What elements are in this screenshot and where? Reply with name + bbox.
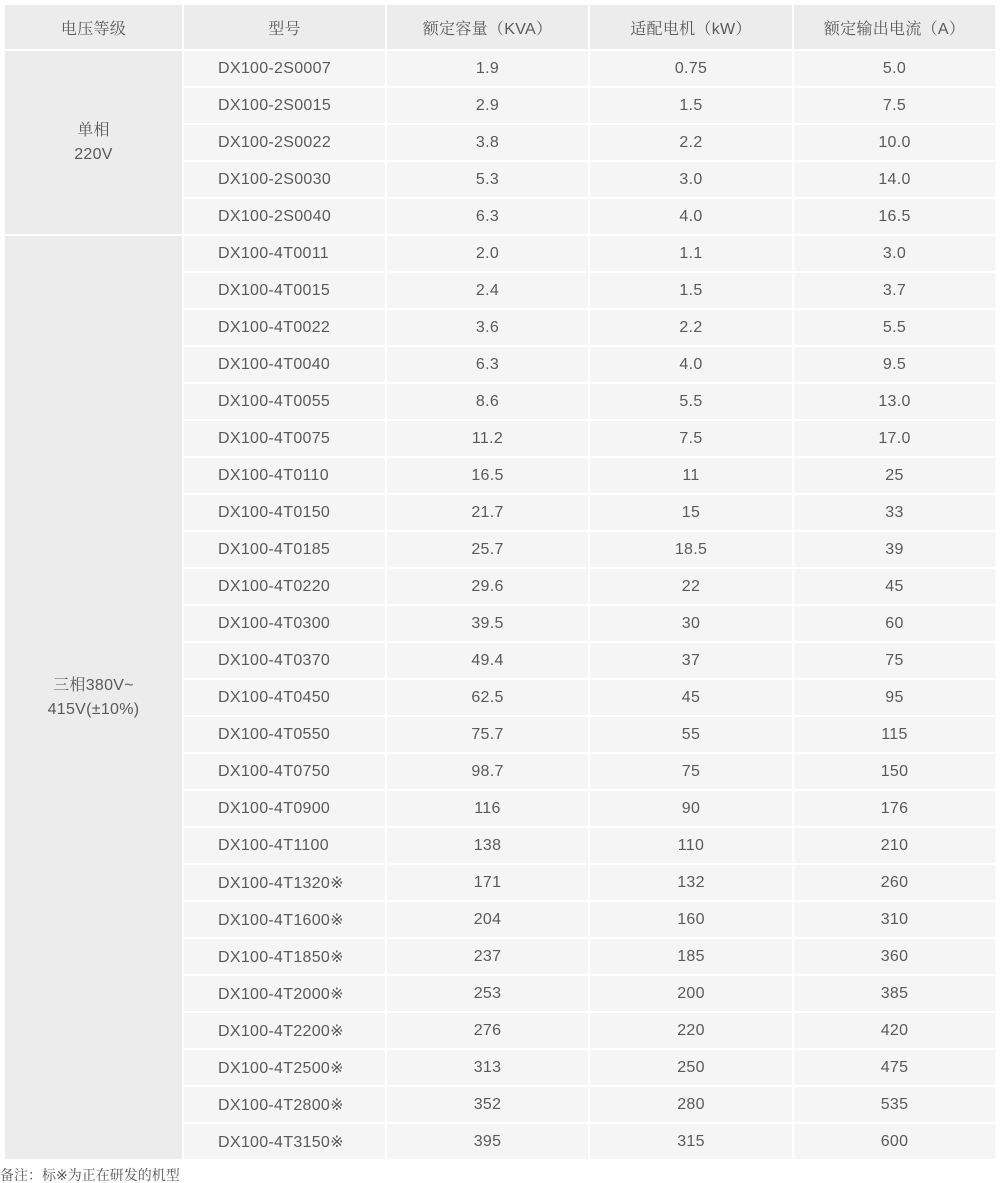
motor-cell: 55 <box>590 717 792 752</box>
capacity-cell: 25.7 <box>387 532 588 567</box>
capacity-cell: 313 <box>387 1050 588 1085</box>
motor-cell: 4.0 <box>590 347 792 382</box>
model-cell: DX100-2S0015 <box>184 88 385 123</box>
motor-cell: 30 <box>590 606 792 641</box>
motor-cell: 1.5 <box>590 88 792 123</box>
motor-cell: 18.5 <box>590 532 792 567</box>
capacity-cell: 21.7 <box>387 495 588 530</box>
motor-cell: 4.0 <box>590 199 792 234</box>
current-cell: 260 <box>794 865 995 900</box>
capacity-cell: 2.4 <box>387 273 588 308</box>
capacity-cell: 62.5 <box>387 680 588 715</box>
current-cell: 75 <box>794 643 995 678</box>
model-cell: DX100-4T0110 <box>184 458 385 493</box>
motor-cell: 37 <box>590 643 792 678</box>
current-cell: 14.0 <box>794 162 995 197</box>
capacity-cell: 276 <box>387 1013 588 1048</box>
model-cell: DX100-2S0022 <box>184 125 385 160</box>
motor-cell: 5.5 <box>590 384 792 419</box>
model-cell: DX100-4T0015 <box>184 273 385 308</box>
capacity-cell: 1.9 <box>387 51 588 86</box>
capacity-cell: 8.6 <box>387 384 588 419</box>
capacity-cell: 116 <box>387 791 588 826</box>
capacity-cell: 29.6 <box>387 569 588 604</box>
table-row <box>5 51 995 86</box>
motor-cell: 7.5 <box>590 421 792 456</box>
current-cell: 7.5 <box>794 88 995 123</box>
model-cell: DX100-2S0040 <box>184 199 385 234</box>
motor-cell: 200 <box>590 976 792 1011</box>
model-cell: DX100-4T0185 <box>184 532 385 567</box>
current-cell: 535 <box>794 1087 995 1122</box>
model-cell: DX100-4T0022 <box>184 310 385 345</box>
model-cell: DX100-4T1100 <box>184 828 385 863</box>
capacity-cell: 6.3 <box>387 199 588 234</box>
capacity-cell: 98.7 <box>387 754 588 789</box>
table-row <box>5 236 995 271</box>
current-cell: 475 <box>794 1050 995 1085</box>
model-cell: DX100-4T0370 <box>184 643 385 678</box>
model-cell: DX100-4T0300 <box>184 606 385 641</box>
motor-cell: 1.1 <box>590 236 792 271</box>
model-cell: DX100-2S0030 <box>184 162 385 197</box>
model-cell: DX100-4T3150※ <box>184 1124 385 1159</box>
current-cell: 115 <box>794 717 995 752</box>
header-row <box>5 5 995 49</box>
model-cell: DX100-4T0900 <box>184 791 385 826</box>
voltage-group-cell <box>5 51 182 234</box>
current-cell: 210 <box>794 828 995 863</box>
current-cell: 60 <box>794 606 995 641</box>
capacity-cell: 3.8 <box>387 125 588 160</box>
current-cell: 9.5 <box>794 347 995 382</box>
capacity-cell: 16.5 <box>387 458 588 493</box>
model-cell: DX100-4T0450 <box>184 680 385 715</box>
voltage-group-label: 三相380V~ <box>53 676 134 694</box>
capacity-cell: 395 <box>387 1124 588 1159</box>
current-cell: 420 <box>794 1013 995 1048</box>
motor-cell: 220 <box>590 1013 792 1048</box>
model-cell: DX100-4T1320※ <box>184 865 385 900</box>
current-cell: 176 <box>794 791 995 826</box>
capacity-cell: 75.7 <box>387 717 588 752</box>
capacity-cell: 2.0 <box>387 236 588 271</box>
table-header <box>5 5 995 49</box>
motor-cell: 22 <box>590 569 792 604</box>
current-cell: 385 <box>794 976 995 1011</box>
motor-cell: 0.75 <box>590 51 792 86</box>
motor-cell: 2.2 <box>590 125 792 160</box>
model-cell: DX100-4T0040 <box>184 347 385 382</box>
motor-cell: 250 <box>590 1050 792 1085</box>
header-motor: 适配电机（kW） <box>590 5 792 49</box>
current-cell: 600 <box>794 1124 995 1159</box>
current-cell: 310 <box>794 902 995 937</box>
motor-cell: 1.5 <box>590 273 792 308</box>
model-cell: DX100-2S0007 <box>184 51 385 86</box>
capacity-cell: 138 <box>387 828 588 863</box>
current-cell: 13.0 <box>794 384 995 419</box>
model-cell: DX100-4T0220 <box>184 569 385 604</box>
model-cell: DX100-4T0075 <box>184 421 385 456</box>
motor-cell: 160 <box>590 902 792 937</box>
voltage-group-label: 415V(±10%) <box>47 700 140 718</box>
model-cell: DX100-4T0550 <box>184 717 385 752</box>
current-cell: 360 <box>794 939 995 974</box>
current-cell: 17.0 <box>794 421 995 456</box>
current-cell: 25 <box>794 458 995 493</box>
capacity-cell: 352 <box>387 1087 588 1122</box>
current-cell: 33 <box>794 495 995 530</box>
current-cell: 150 <box>794 754 995 789</box>
current-cell: 3.0 <box>794 236 995 271</box>
current-cell: 16.5 <box>794 199 995 234</box>
model-cell: DX100-4T2800※ <box>184 1087 385 1122</box>
motor-cell: 132 <box>590 865 792 900</box>
capacity-cell: 39.5 <box>387 606 588 641</box>
model-cell: DX100-4T2500※ <box>184 1050 385 1085</box>
motor-cell: 90 <box>590 791 792 826</box>
motor-cell: 2.2 <box>590 310 792 345</box>
table-body <box>5 51 995 1159</box>
capacity-cell: 171 <box>387 865 588 900</box>
current-cell: 39 <box>794 532 995 567</box>
model-cell: DX100-4T0055 <box>184 384 385 419</box>
capacity-cell: 3.6 <box>387 310 588 345</box>
capacity-cell: 6.3 <box>387 347 588 382</box>
current-cell: 3.7 <box>794 273 995 308</box>
capacity-cell: 2.9 <box>387 88 588 123</box>
capacity-cell: 237 <box>387 939 588 974</box>
motor-cell: 185 <box>590 939 792 974</box>
current-cell: 5.0 <box>794 51 995 86</box>
voltage-group-label: 220V <box>74 145 113 163</box>
current-cell: 95 <box>794 680 995 715</box>
model-cell: DX100-4T0750 <box>184 754 385 789</box>
model-cell: DX100-4T1850※ <box>184 939 385 974</box>
header-capacity: 额定容量（KVA） <box>387 5 588 49</box>
footnote: 备注：标※为正在研发的机型 <box>0 1167 180 1183</box>
spec-table <box>3 3 997 1161</box>
motor-cell: 280 <box>590 1087 792 1122</box>
current-cell: 5.5 <box>794 310 995 345</box>
current-cell: 10.0 <box>794 125 995 160</box>
motor-cell: 11 <box>590 458 792 493</box>
voltage-group-label: 单相 <box>77 121 110 139</box>
capacity-cell: 11.2 <box>387 421 588 456</box>
motor-cell: 3.0 <box>590 162 792 197</box>
header-current: 额定输出电流（A） <box>794 5 995 49</box>
header-voltage: 电压等级 <box>5 5 182 49</box>
motor-cell: 15 <box>590 495 792 530</box>
model-cell: DX100-4T0150 <box>184 495 385 530</box>
model-cell: DX100-4T2200※ <box>184 1013 385 1048</box>
capacity-cell: 5.3 <box>387 162 588 197</box>
capacity-cell: 49.4 <box>387 643 588 678</box>
model-cell: DX100-4T1600※ <box>184 902 385 937</box>
motor-cell: 110 <box>590 828 792 863</box>
capacity-cell: 253 <box>387 976 588 1011</box>
current-cell: 45 <box>794 569 995 604</box>
voltage-group-cell <box>5 236 182 1159</box>
model-cell: DX100-4T0011 <box>184 236 385 271</box>
capacity-cell: 204 <box>387 902 588 937</box>
header-model: 型号 <box>184 5 385 49</box>
motor-cell: 315 <box>590 1124 792 1159</box>
motor-cell: 45 <box>590 680 792 715</box>
motor-cell: 75 <box>590 754 792 789</box>
model-cell: DX100-4T2000※ <box>184 976 385 1011</box>
